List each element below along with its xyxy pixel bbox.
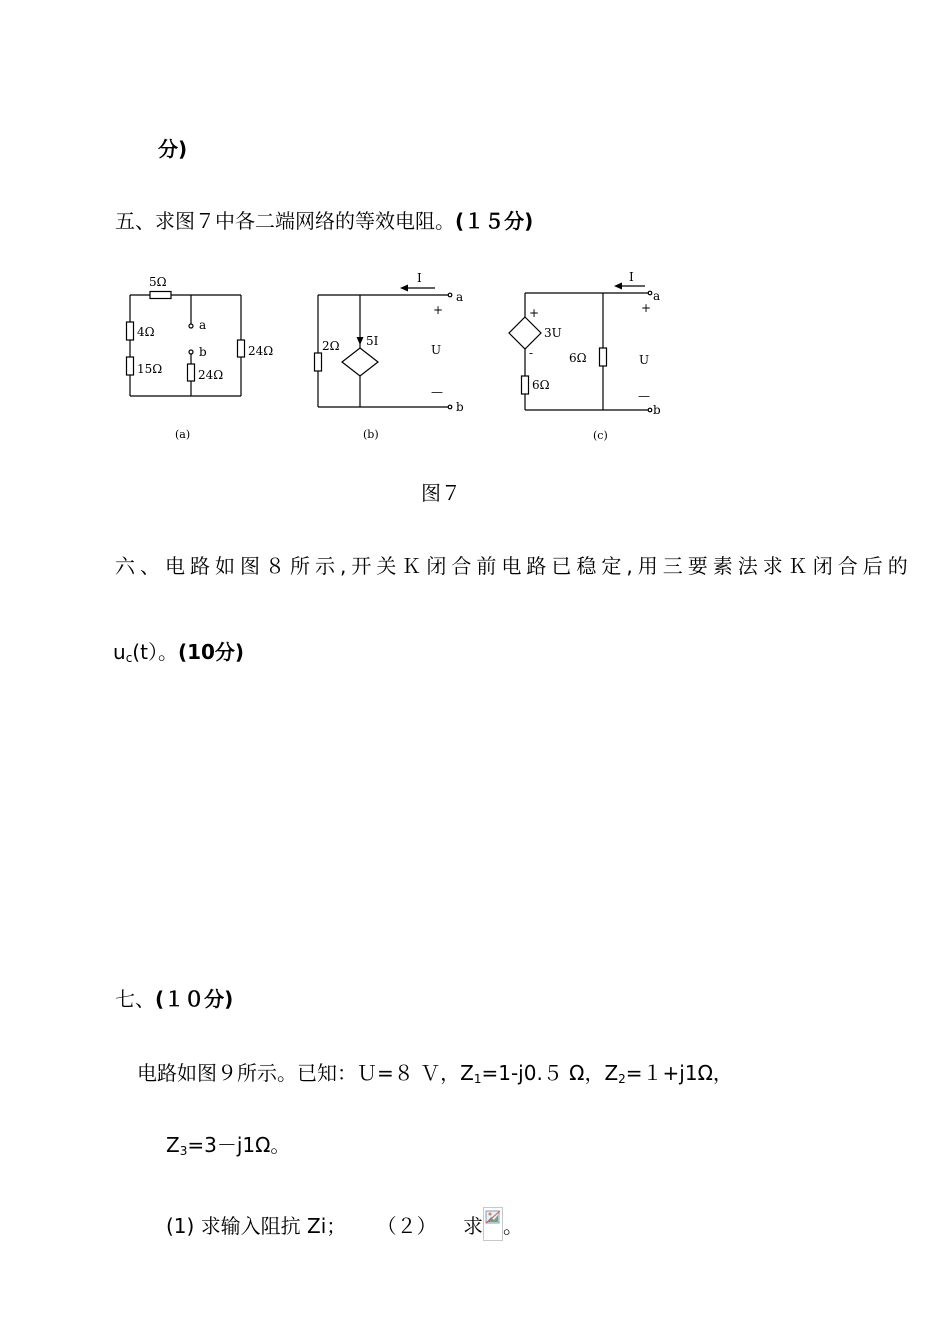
label-3u: 3U (544, 326, 562, 340)
question-5-title (115, 209, 533, 233)
uc-variable: u (113, 640, 126, 664)
resistor-5ohm (150, 292, 171, 299)
z1-subscript: 1 (473, 1072, 482, 1086)
label-24ohm-mid: 24Ω (198, 368, 224, 382)
resistor-15ohm (127, 357, 134, 375)
label-current-i: I (629, 270, 634, 284)
caption-c: (c) (593, 429, 608, 442)
circuit-c (509, 270, 661, 442)
z3-value: =3－j1Ω。 (187, 1133, 291, 1157)
terminal-a-label: a (456, 290, 464, 304)
label-src-plus: + (529, 306, 540, 320)
given-text-a: 电路如图９所示。已知：Ｕ=８ Ｖ，Z (137, 1061, 474, 1085)
broken-image-icon (483, 1207, 503, 1241)
label-24ohm-right: 24Ω (248, 344, 274, 358)
terminal-b-label: b (199, 345, 207, 359)
terminal-b-label: b (456, 400, 464, 414)
label-voltage-u: U (639, 353, 650, 367)
label-minus: — (638, 389, 650, 403)
current-arrow-i (400, 285, 408, 292)
figure-7-circuits (115, 265, 675, 445)
current-arrow-i (614, 283, 622, 290)
label-4ohm: 4Ω (137, 325, 155, 339)
figure-7-caption: 图７ (421, 481, 461, 505)
part-2-number: （２） (376, 1214, 437, 1238)
label-plus: + (641, 301, 652, 315)
resistor-4ohm (127, 322, 134, 340)
question-7-score: (１０分) (155, 987, 234, 1011)
resistor-24ohm-right (238, 340, 245, 357)
label-5i: 5I (366, 334, 379, 348)
label-voltage-u: U (431, 343, 442, 357)
question-5-text: 五、求图７中各二端网络的等效电阻。 (115, 209, 455, 233)
label-minus: — (431, 385, 443, 399)
given-text-c: =１+j1Ω， (625, 1061, 733, 1085)
circuit-b (315, 271, 465, 441)
caption-a: (a) (175, 428, 191, 441)
part-2-text: 求 (463, 1214, 484, 1238)
uc-argument: (t）。 (132, 640, 178, 664)
question-6-continuation (113, 640, 244, 670)
continuation-text: 分) (158, 137, 188, 161)
terminal-a-label: a (199, 318, 207, 332)
resistor-24ohm-mid (188, 364, 195, 381)
given-text-b: =1-j0.５ Ω，Z (481, 1061, 619, 1085)
question-6-score: (10分) (177, 640, 245, 664)
label-6ohm-left: 6Ω (532, 378, 550, 392)
label-5ohm: 5Ω (149, 275, 167, 289)
dependent-voltage-source-3u (509, 317, 541, 349)
z3-symbol: Z (166, 1133, 180, 1157)
label-2ohm: 2Ω (322, 339, 340, 353)
question-7-given (137, 1061, 733, 1091)
z3-subscript: 3 (179, 1144, 188, 1158)
terminal-a-label: a (653, 289, 661, 303)
circuit-a (127, 275, 274, 441)
question-7-z3 (166, 1133, 290, 1163)
label-src-minus: - (529, 346, 534, 360)
part-1-text: (1) 求输入阻抗 Zi； (166, 1214, 347, 1238)
question-7-number: 七、 (115, 987, 155, 1011)
question-7-parts (166, 1207, 523, 1241)
terminal-b-label: b (653, 403, 661, 417)
part-2-end: 。 (503, 1214, 524, 1238)
resistor-2ohm (315, 353, 322, 371)
question-7-title (115, 987, 233, 1011)
label-15ohm: 15Ω (137, 362, 163, 376)
label-current-i: I (417, 271, 422, 285)
caption-b: (b) (363, 428, 379, 441)
z2-subscript: 2 (618, 1072, 626, 1086)
label-plus: + (433, 303, 444, 317)
question-5-score: (１５分) (455, 209, 534, 233)
dependent-current-source-5i (342, 348, 378, 376)
resistor-6ohm-left (522, 376, 529, 394)
uc-subscript: c (125, 651, 133, 665)
label-6ohm-right: 6Ω (569, 351, 587, 365)
resistor-6ohm-right (600, 348, 607, 366)
question-6-text: 六、电路如图８所示,开关Ｋ闭合前电路已稳定,用三要素法求Ｋ闭合后的 (115, 554, 913, 578)
